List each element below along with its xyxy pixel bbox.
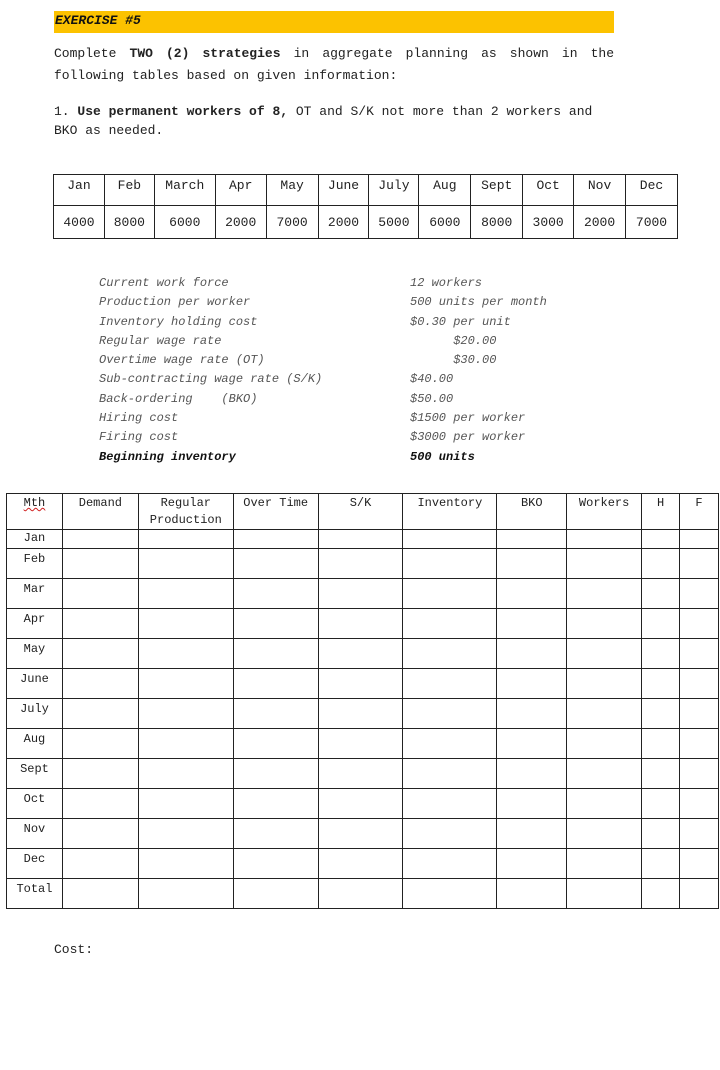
intro-text-end: in aggregate planning as shown in the following tables based on given information: xyxy=(54,46,615,83)
input-cell[interactable] xyxy=(403,609,497,639)
input-cell[interactable] xyxy=(138,699,233,729)
input-cell[interactable] xyxy=(642,699,680,729)
info-label: Firing cost xyxy=(99,430,179,445)
input-cell[interactable] xyxy=(233,759,318,789)
input-cell[interactable] xyxy=(233,789,318,819)
strategy-text: OT and S/K not more than 2 workers and BKO as needed. xyxy=(54,104,593,138)
input-cell[interactable] xyxy=(497,849,567,879)
input-cell[interactable] xyxy=(62,819,138,849)
input-cell[interactable] xyxy=(567,759,642,789)
input-cell[interactable] xyxy=(680,579,719,609)
input-cell[interactable] xyxy=(233,669,318,699)
info-label: Back-ordering (BKO) xyxy=(99,391,258,406)
input-cell[interactable] xyxy=(62,669,138,699)
input-cell[interactable] xyxy=(318,699,403,729)
input-cell[interactable] xyxy=(318,669,403,699)
demand-value-june: 2000 xyxy=(318,206,369,239)
input-cell[interactable] xyxy=(318,759,403,789)
input-cell[interactable] xyxy=(62,729,138,759)
input-cell[interactable] xyxy=(138,639,233,669)
input-cell[interactable] xyxy=(497,639,567,669)
table-row xyxy=(7,879,719,909)
demand-value-march: 6000 xyxy=(154,206,215,239)
info-label: Production per worker xyxy=(99,295,251,310)
row-label-dec: Dec xyxy=(7,849,63,879)
row-label-total: Total xyxy=(7,879,63,909)
demand-value-feb: 8000 xyxy=(104,206,154,239)
intro-text-start: Complete xyxy=(54,46,130,61)
input-cell[interactable] xyxy=(318,639,403,669)
plan-header-over-time: Over Time xyxy=(233,494,318,530)
input-cell[interactable] xyxy=(642,530,680,549)
input-cell[interactable] xyxy=(233,879,318,909)
input-cell[interactable] xyxy=(567,819,642,849)
table-row xyxy=(7,819,719,849)
input-cell[interactable] xyxy=(138,789,233,819)
input-cell[interactable] xyxy=(680,699,719,729)
row-label-feb: Feb xyxy=(7,549,63,579)
input-cell[interactable] xyxy=(680,759,719,789)
input-cell[interactable] xyxy=(318,530,403,549)
row-label-may: May xyxy=(7,639,63,669)
input-cell[interactable] xyxy=(642,789,680,819)
demand-value-dec: 7000 xyxy=(626,206,678,239)
input-cell[interactable] xyxy=(403,789,497,819)
input-cell[interactable] xyxy=(567,549,642,579)
table-row xyxy=(7,699,719,729)
input-cell[interactable] xyxy=(318,729,403,759)
exercise-title-bar xyxy=(54,11,614,33)
input-cell[interactable] xyxy=(642,639,680,669)
input-cell[interactable] xyxy=(642,669,680,699)
intro-text-bold: TWO (2) strategies xyxy=(129,46,281,61)
input-cell[interactable] xyxy=(680,549,719,579)
demand-month-apr: Apr xyxy=(215,175,266,206)
input-cell[interactable] xyxy=(62,699,138,729)
row-label-sept: Sept xyxy=(7,759,63,789)
plan-header-row xyxy=(7,494,719,530)
input-cell[interactable] xyxy=(680,849,719,879)
input-cell[interactable] xyxy=(318,849,403,879)
input-cell[interactable] xyxy=(138,609,233,639)
table-row xyxy=(7,759,719,789)
info-value: $40.00 xyxy=(410,372,454,387)
plan-header-workers: Workers xyxy=(567,494,642,530)
table-row xyxy=(7,789,719,819)
input-cell[interactable] xyxy=(233,530,318,549)
demand-value-sept: 8000 xyxy=(471,206,523,239)
input-cell[interactable] xyxy=(680,879,719,909)
info-value: $20.00 xyxy=(410,333,497,348)
input-cell[interactable] xyxy=(567,669,642,699)
info-label: Regular wage rate xyxy=(99,333,222,348)
input-cell[interactable] xyxy=(233,699,318,729)
input-cell[interactable] xyxy=(138,549,233,579)
demand-month-dec: Dec xyxy=(626,175,678,206)
input-cell[interactable] xyxy=(680,530,719,549)
info-value: 500 units per month xyxy=(410,295,547,310)
aggregate-plan-table xyxy=(6,493,719,909)
input-cell[interactable] xyxy=(233,729,318,759)
demand-value-july: 5000 xyxy=(369,206,419,239)
plan-header-h: H xyxy=(642,494,680,530)
row-label-nov: Nov xyxy=(7,819,63,849)
input-cell[interactable] xyxy=(62,759,138,789)
input-cell[interactable] xyxy=(642,579,680,609)
demand-value-jan: 4000 xyxy=(54,206,105,239)
input-cell[interactable] xyxy=(642,819,680,849)
input-cell[interactable] xyxy=(642,879,680,909)
row-label-jan: Jan xyxy=(7,530,63,549)
input-cell[interactable] xyxy=(497,699,567,729)
input-cell[interactable] xyxy=(138,579,233,609)
input-cell[interactable] xyxy=(642,609,680,639)
input-cell[interactable] xyxy=(62,549,138,579)
input-cell[interactable] xyxy=(233,579,318,609)
demand-month-oct: Oct xyxy=(523,175,574,206)
input-cell[interactable] xyxy=(567,699,642,729)
info-value: 12 workers xyxy=(410,276,483,290)
input-cell[interactable] xyxy=(497,549,567,579)
input-cell[interactable] xyxy=(567,639,642,669)
input-cell[interactable] xyxy=(318,549,403,579)
input-cell[interactable] xyxy=(62,530,138,549)
info-label: Overtime wage rate (OT) xyxy=(99,353,265,368)
demand-month-june: June xyxy=(318,175,369,206)
input-cell[interactable] xyxy=(138,669,233,699)
demand-value-nov: 2000 xyxy=(574,206,626,239)
row-label-oct: Oct xyxy=(7,789,63,819)
input-cell[interactable] xyxy=(233,849,318,879)
input-cell[interactable] xyxy=(680,609,719,639)
table-row xyxy=(7,609,719,639)
table-row xyxy=(7,579,719,609)
input-cell[interactable] xyxy=(567,729,642,759)
input-cell[interactable] xyxy=(138,849,233,879)
demand-month-jan: Jan xyxy=(54,175,105,206)
input-cell[interactable] xyxy=(680,789,719,819)
input-cell[interactable] xyxy=(233,609,318,639)
input-cell[interactable] xyxy=(138,819,233,849)
input-cell[interactable] xyxy=(497,729,567,759)
row-label-apr: Apr xyxy=(7,609,63,639)
input-cell[interactable] xyxy=(642,849,680,879)
input-cell[interactable] xyxy=(403,669,497,699)
input-cell[interactable] xyxy=(403,759,497,789)
input-cell[interactable] xyxy=(680,819,719,849)
input-cell[interactable] xyxy=(567,530,642,549)
input-cell[interactable] xyxy=(403,729,497,759)
input-cell[interactable] xyxy=(138,530,233,549)
demand-value-may: 7000 xyxy=(266,206,318,239)
input-cell[interactable] xyxy=(642,549,680,579)
row-label-june: June xyxy=(7,669,63,699)
table-row xyxy=(7,549,719,579)
input-cell[interactable] xyxy=(318,789,403,819)
input-cell[interactable] xyxy=(403,530,497,549)
demand-value-oct: 3000 xyxy=(523,206,574,239)
plan-header-inventory: Inventory xyxy=(403,494,497,530)
input-cell[interactable] xyxy=(138,759,233,789)
input-cell[interactable] xyxy=(233,639,318,669)
input-cell[interactable] xyxy=(497,789,567,819)
input-cell[interactable] xyxy=(403,819,497,849)
input-cell[interactable] xyxy=(318,819,403,849)
demand-month-feb: Feb xyxy=(104,175,154,206)
strategy-text-bold: Use permanent workers of 8, xyxy=(77,104,289,119)
input-cell[interactable] xyxy=(62,849,138,879)
exercise-title: EXERCISE #5 xyxy=(55,13,141,28)
plan-header-bko: BKO xyxy=(497,494,567,530)
info-value: $3000 per worker xyxy=(410,430,526,445)
row-label-mar: Mar xyxy=(7,579,63,609)
input-cell[interactable] xyxy=(497,669,567,699)
input-cell[interactable] xyxy=(680,639,719,669)
input-cell[interactable] xyxy=(233,819,318,849)
input-cell[interactable] xyxy=(567,879,642,909)
info-label: Current work force xyxy=(99,276,229,290)
input-cell[interactable] xyxy=(233,549,318,579)
input-cell[interactable] xyxy=(318,879,403,909)
input-cell[interactable] xyxy=(567,849,642,879)
strategy-1 xyxy=(54,102,614,140)
input-cell[interactable] xyxy=(138,729,233,759)
input-cell[interactable] xyxy=(680,729,719,759)
table-row xyxy=(7,639,719,669)
info-value: $1500 per worker xyxy=(410,411,526,426)
input-cell[interactable] xyxy=(403,849,497,879)
demand-table xyxy=(53,174,678,239)
input-cell[interactable] xyxy=(318,579,403,609)
plan-header-f: F xyxy=(680,494,719,530)
input-cell[interactable] xyxy=(567,609,642,639)
info-value: $50.00 xyxy=(410,391,454,406)
info-value: $0.30 per unit xyxy=(410,314,511,329)
input-cell[interactable] xyxy=(62,789,138,819)
demand-value-apr: 2000 xyxy=(215,206,266,239)
input-cell[interactable] xyxy=(497,579,567,609)
input-cell[interactable] xyxy=(642,729,680,759)
row-label-july: July xyxy=(7,699,63,729)
input-cell[interactable] xyxy=(403,879,497,909)
demand-month-july: July xyxy=(369,175,419,206)
table-row xyxy=(7,849,719,879)
input-cell[interactable] xyxy=(497,879,567,909)
info-label: Beginning inventory xyxy=(99,449,236,464)
demand-month-sept: Sept xyxy=(471,175,523,206)
input-cell[interactable] xyxy=(642,759,680,789)
info-label: Hiring cost xyxy=(99,411,179,426)
plan-header-mth: Mth xyxy=(7,494,63,530)
input-cell[interactable] xyxy=(497,609,567,639)
table-row xyxy=(7,729,719,759)
demand-month-march: March xyxy=(154,175,215,206)
intro-paragraph xyxy=(54,43,614,87)
demand-values-row xyxy=(54,206,678,239)
info-label: Inventory holding cost xyxy=(99,314,258,329)
demand-month-may: May xyxy=(266,175,318,206)
plan-header-s-k: S/K xyxy=(318,494,403,530)
input-cell[interactable] xyxy=(62,609,138,639)
demand-month-nov: Nov xyxy=(574,175,626,206)
row-label-aug: Aug xyxy=(7,729,63,759)
input-cell[interactable] xyxy=(403,549,497,579)
plan-header-demand: Demand xyxy=(62,494,138,530)
input-cell[interactable] xyxy=(318,609,403,639)
strategy-number: 1. xyxy=(54,104,70,119)
input-cell[interactable] xyxy=(567,789,642,819)
table-row xyxy=(7,530,719,549)
input-cell[interactable] xyxy=(680,669,719,699)
demand-value-aug: 6000 xyxy=(419,206,471,239)
input-cell[interactable] xyxy=(497,759,567,789)
input-cell[interactable] xyxy=(497,819,567,849)
demand-month-aug: Aug xyxy=(419,175,471,206)
info-label: Sub-contracting wage rate (S/K) xyxy=(99,372,323,387)
info-value: 500 units xyxy=(410,449,475,464)
demand-months-row xyxy=(54,175,678,206)
input-cell[interactable] xyxy=(138,879,233,909)
plan-header-regular-production: Regular Production xyxy=(138,494,233,530)
input-cell[interactable] xyxy=(497,530,567,549)
input-cell[interactable] xyxy=(62,879,138,909)
input-cell[interactable] xyxy=(62,639,138,669)
info-value: $30.00 xyxy=(410,353,497,368)
table-row xyxy=(7,669,719,699)
input-cell[interactable] xyxy=(62,579,138,609)
input-cell[interactable] xyxy=(403,579,497,609)
cost-label: Cost: xyxy=(54,942,94,957)
input-cell[interactable] xyxy=(567,579,642,609)
input-cell[interactable] xyxy=(403,699,497,729)
input-cell[interactable] xyxy=(403,639,497,669)
